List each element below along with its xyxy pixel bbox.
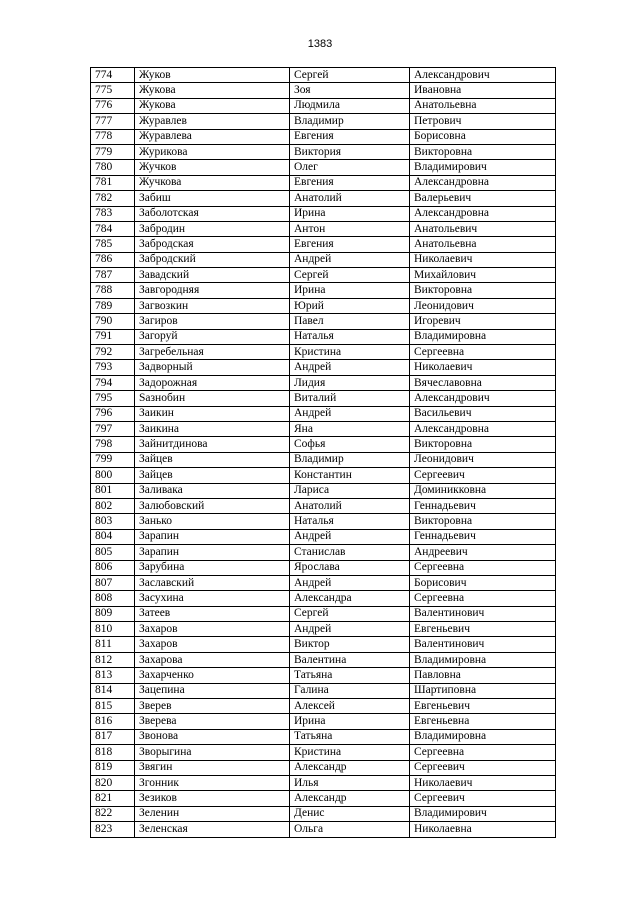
patronymic-cell: Валерьевич [410, 191, 556, 206]
table-row [91, 314, 556, 329]
first-name-cell: Андрей [290, 575, 410, 590]
first-name-cell: Татьяна [290, 729, 410, 744]
row-number-cell: 795 [91, 391, 135, 406]
patronymic-cell: Николаевна [410, 822, 556, 837]
table-row [91, 529, 556, 544]
row-number-cell: 783 [91, 206, 135, 221]
first-name-cell: Галина [290, 683, 410, 698]
patronymic-cell: Александровна [410, 206, 556, 221]
row-number-cell: 798 [91, 437, 135, 452]
last-name-cell: Захаров [135, 637, 290, 652]
first-name-cell: Ярослава [290, 560, 410, 575]
patronymic-cell: Шартиповна [410, 683, 556, 698]
last-name-cell: Зарапин [135, 545, 290, 560]
last-name-cell: Загиров [135, 314, 290, 329]
row-number-cell: 815 [91, 699, 135, 714]
table-row [91, 498, 556, 513]
table-row [91, 575, 556, 590]
last-name-cell: Забродин [135, 221, 290, 236]
table-row [91, 298, 556, 313]
first-name-cell: Константин [290, 468, 410, 483]
patronymic-cell: Евгеньевна [410, 714, 556, 729]
first-name-cell: Валентина [290, 652, 410, 667]
row-number-cell: 814 [91, 683, 135, 698]
first-name-cell: Александр [290, 791, 410, 806]
first-name-cell: Лидия [290, 375, 410, 390]
first-name-cell: Виталий [290, 391, 410, 406]
row-number-cell: 822 [91, 806, 135, 821]
patronymic-cell: Владимирович [410, 160, 556, 175]
first-name-cell: Сергей [290, 606, 410, 621]
patronymic-cell: Евгеньевич [410, 622, 556, 637]
patronymic-cell: Васильевич [410, 406, 556, 421]
last-name-cell: Загвозкин [135, 298, 290, 313]
row-number-cell: 808 [91, 591, 135, 606]
first-name-cell: Ирина [290, 206, 410, 221]
last-name-cell: Зацепина [135, 683, 290, 698]
last-name-cell: Звягин [135, 760, 290, 775]
row-number-cell: 799 [91, 452, 135, 467]
patronymic-cell: Михайлович [410, 268, 556, 283]
patronymic-cell: Геннадьевич [410, 529, 556, 544]
patronymic-cell: Анатольевич [410, 221, 556, 236]
patronymic-cell: Андреевич [410, 545, 556, 560]
row-number-cell: 776 [91, 98, 135, 113]
row-number-cell: 791 [91, 329, 135, 344]
first-name-cell: Денис [290, 806, 410, 821]
last-name-cell: Зеленская [135, 822, 290, 837]
last-name-cell: Зворыгина [135, 745, 290, 760]
row-number-cell: 787 [91, 268, 135, 283]
patronymic-cell: Анатольевна [410, 237, 556, 252]
first-name-cell: Анатолий [290, 498, 410, 513]
table-row [91, 791, 556, 806]
patronymic-cell: Евгеньевич [410, 699, 556, 714]
table-row [91, 545, 556, 560]
last-name-cell: Зайцев [135, 468, 290, 483]
row-number-cell: 806 [91, 560, 135, 575]
last-name-cell: Забродский [135, 252, 290, 267]
table-row [91, 129, 556, 144]
last-name-cell: Заславский [135, 575, 290, 590]
last-name-cell: Зайнитдинова [135, 437, 290, 452]
patronymic-cell: Александрович [410, 68, 556, 83]
patronymic-cell: Павловна [410, 668, 556, 683]
row-number-cell: 775 [91, 83, 135, 98]
patronymic-cell: Николаевич [410, 252, 556, 267]
first-name-cell: Лариса [290, 483, 410, 498]
table-row [91, 637, 556, 652]
last-name-cell: Задворный [135, 360, 290, 375]
last-name-cell: Залюбовский [135, 498, 290, 513]
patronymic-cell: Викторовна [410, 283, 556, 298]
table-row [91, 622, 556, 637]
row-number-cell: 782 [91, 191, 135, 206]
first-name-cell: Олег [290, 160, 410, 175]
first-name-cell: Софья [290, 437, 410, 452]
patronymic-cell: Викторовна [410, 514, 556, 529]
last-name-cell: Жукова [135, 98, 290, 113]
last-name-cell: Жучкова [135, 175, 290, 190]
first-name-cell: Алексей [290, 699, 410, 714]
last-name-cell: Журикова [135, 144, 290, 159]
row-number-cell: 821 [91, 791, 135, 806]
last-name-cell: Зверев [135, 699, 290, 714]
row-number-cell: 788 [91, 283, 135, 298]
last-name-cell: Заикина [135, 421, 290, 436]
row-number-cell: 780 [91, 160, 135, 175]
last-name-cell: Зеленин [135, 806, 290, 821]
first-name-cell: Кристина [290, 745, 410, 760]
row-number-cell: 802 [91, 498, 135, 513]
table-row [91, 606, 556, 621]
first-name-cell: Анатолий [290, 191, 410, 206]
row-number-cell: 807 [91, 575, 135, 590]
table-row [91, 729, 556, 744]
row-number-cell: 794 [91, 375, 135, 390]
table-row [91, 114, 556, 129]
patronymic-cell: Борисович [410, 575, 556, 590]
last-name-cell: Захарченко [135, 668, 290, 683]
last-name-cell: Sазнобин [135, 391, 290, 406]
table-row [91, 699, 556, 714]
row-number-cell: 813 [91, 668, 135, 683]
table-row [91, 391, 556, 406]
table-row [91, 329, 556, 344]
first-name-cell: Евгения [290, 237, 410, 252]
row-number-cell: 790 [91, 314, 135, 329]
patronymic-cell: Сергеевич [410, 791, 556, 806]
patronymic-cell: Вячеславовна [410, 375, 556, 390]
row-number-cell: 812 [91, 652, 135, 667]
last-name-cell: Захаров [135, 622, 290, 637]
first-name-cell: Андрей [290, 622, 410, 637]
patronymic-cell: Александрович [410, 391, 556, 406]
first-name-cell: Яна [290, 421, 410, 436]
last-name-cell: Зарубина [135, 560, 290, 575]
table-row [91, 483, 556, 498]
row-number-cell: 777 [91, 114, 135, 129]
table-row [91, 668, 556, 683]
first-name-cell: Татьяна [290, 668, 410, 683]
table-row [91, 360, 556, 375]
table-row [91, 683, 556, 698]
patronymic-cell: Владимировна [410, 729, 556, 744]
table-row [91, 237, 556, 252]
last-name-cell: Засухина [135, 591, 290, 606]
first-name-cell: Ольга [290, 822, 410, 837]
row-number-cell: 796 [91, 406, 135, 421]
row-number-cell: 785 [91, 237, 135, 252]
row-number-cell: 810 [91, 622, 135, 637]
first-name-cell: Александр [290, 760, 410, 775]
patronymic-cell: Александровна [410, 175, 556, 190]
last-name-cell: Зарапин [135, 529, 290, 544]
table-row [91, 160, 556, 175]
row-number-cell: 779 [91, 144, 135, 159]
last-name-cell: Загоруй [135, 329, 290, 344]
last-name-cell: Заболотская [135, 206, 290, 221]
first-name-cell: Павел [290, 314, 410, 329]
first-name-cell: Илья [290, 775, 410, 790]
patronymic-cell: Петрович [410, 114, 556, 129]
row-number-cell: 786 [91, 252, 135, 267]
last-name-cell: Звонова [135, 729, 290, 744]
row-number-cell: 797 [91, 421, 135, 436]
table-row [91, 283, 556, 298]
patronymic-cell: Доминикковна [410, 483, 556, 498]
row-number-cell: 784 [91, 221, 135, 236]
row-number-cell: 818 [91, 745, 135, 760]
last-name-cell: Зезиков [135, 791, 290, 806]
patronymic-cell: Леонидович [410, 452, 556, 467]
last-name-cell: Загребельная [135, 345, 290, 360]
table-row [91, 437, 556, 452]
row-number-cell: 816 [91, 714, 135, 729]
first-name-cell: Евгения [290, 129, 410, 144]
table-row [91, 206, 556, 221]
name-list-table [90, 67, 556, 838]
first-name-cell: Зоя [290, 83, 410, 98]
table-row [91, 175, 556, 190]
table-row [91, 822, 556, 837]
last-name-cell: Завадский [135, 268, 290, 283]
table-row [91, 98, 556, 113]
last-name-cell: Заикин [135, 406, 290, 421]
patronymic-cell: Викторовна [410, 144, 556, 159]
last-name-cell: Зверева [135, 714, 290, 729]
first-name-cell: Людмила [290, 98, 410, 113]
row-number-cell: 801 [91, 483, 135, 498]
last-name-cell: Згонник [135, 775, 290, 790]
patronymic-cell: Борисовна [410, 129, 556, 144]
table-row [91, 345, 556, 360]
last-name-cell: Журавлева [135, 129, 290, 144]
first-name-cell: Виктор [290, 637, 410, 652]
patronymic-cell: Владимирович [410, 806, 556, 821]
patronymic-cell: Владимировна [410, 329, 556, 344]
table-body [91, 68, 556, 838]
table-row [91, 375, 556, 390]
first-name-cell: Станислав [290, 545, 410, 560]
first-name-cell: Ирина [290, 714, 410, 729]
patronymic-cell: Ивановна [410, 83, 556, 98]
table-row [91, 514, 556, 529]
row-number-cell: 781 [91, 175, 135, 190]
patronymic-cell: Валентинович [410, 606, 556, 621]
table-row [91, 452, 556, 467]
last-name-cell: Забиш [135, 191, 290, 206]
row-number-cell: 817 [91, 729, 135, 744]
row-number-cell: 774 [91, 68, 135, 83]
last-name-cell: Завгородняя [135, 283, 290, 298]
last-name-cell: Захарова [135, 652, 290, 667]
patronymic-cell: Сергеевич [410, 468, 556, 483]
last-name-cell: Жуков [135, 68, 290, 83]
patronymic-cell: Александровна [410, 421, 556, 436]
table-row [91, 268, 556, 283]
row-number-cell: 819 [91, 760, 135, 775]
table-row [91, 775, 556, 790]
patronymic-cell: Сергеевна [410, 560, 556, 575]
patronymic-cell: Сергеевич [410, 760, 556, 775]
first-name-cell: Юрий [290, 298, 410, 313]
table-row [91, 560, 556, 575]
table-row [91, 806, 556, 821]
last-name-cell: Зайцев [135, 452, 290, 467]
first-name-cell: Наталья [290, 329, 410, 344]
table-row [91, 714, 556, 729]
page-number: 1383 [307, 38, 333, 50]
table-row [91, 83, 556, 98]
row-number-cell: 811 [91, 637, 135, 652]
table-row [91, 591, 556, 606]
last-name-cell: Задорожная [135, 375, 290, 390]
table-row [91, 652, 556, 667]
patronymic-cell: Сергеевна [410, 345, 556, 360]
table-row [91, 144, 556, 159]
row-number-cell: 823 [91, 822, 135, 837]
table-row [91, 68, 556, 83]
row-number-cell: 792 [91, 345, 135, 360]
first-name-cell: Кристина [290, 345, 410, 360]
row-number-cell: 789 [91, 298, 135, 313]
patronymic-cell: Николаевич [410, 775, 556, 790]
row-number-cell: 809 [91, 606, 135, 621]
row-number-cell: 778 [91, 129, 135, 144]
patronymic-cell: Леонидович [410, 298, 556, 313]
first-name-cell: Евгения [290, 175, 410, 190]
first-name-cell: Андрей [290, 252, 410, 267]
first-name-cell: Владимир [290, 452, 410, 467]
first-name-cell: Сергей [290, 268, 410, 283]
patronymic-cell: Игоревич [410, 314, 556, 329]
table-row [91, 191, 556, 206]
first-name-cell: Владимир [290, 114, 410, 129]
last-name-cell: Заливака [135, 483, 290, 498]
first-name-cell: Антон [290, 221, 410, 236]
patronymic-cell: Валентинович [410, 637, 556, 652]
row-number-cell: 803 [91, 514, 135, 529]
row-number-cell: 800 [91, 468, 135, 483]
table-row [91, 760, 556, 775]
table-row [91, 421, 556, 436]
table-row [91, 745, 556, 760]
first-name-cell: Виктория [290, 144, 410, 159]
patronymic-cell: Сергеевна [410, 745, 556, 760]
table-row [91, 221, 556, 236]
first-name-cell: Андрей [290, 360, 410, 375]
last-name-cell: Занько [135, 514, 290, 529]
first-name-cell: Андрей [290, 406, 410, 421]
table-row [91, 406, 556, 421]
row-number-cell: 820 [91, 775, 135, 790]
table-row [91, 468, 556, 483]
last-name-cell: Журавлев [135, 114, 290, 129]
last-name-cell: Жукова [135, 83, 290, 98]
first-name-cell: Ирина [290, 283, 410, 298]
first-name-cell: Александра [290, 591, 410, 606]
row-number-cell: 804 [91, 529, 135, 544]
last-name-cell: Жучков [135, 160, 290, 175]
first-name-cell: Сергей [290, 68, 410, 83]
row-number-cell: 805 [91, 545, 135, 560]
patronymic-cell: Владимировна [410, 652, 556, 667]
patronymic-cell: Анатольевна [410, 98, 556, 113]
last-name-cell: Затеев [135, 606, 290, 621]
first-name-cell: Наталья [290, 514, 410, 529]
patronymic-cell: Николаевич [410, 360, 556, 375]
patronymic-cell: Викторовна [410, 437, 556, 452]
patronymic-cell: Геннадьевич [410, 498, 556, 513]
first-name-cell: Андрей [290, 529, 410, 544]
last-name-cell: Забродская [135, 237, 290, 252]
table-row [91, 252, 556, 267]
row-number-cell: 793 [91, 360, 135, 375]
patronymic-cell: Сергеевна [410, 591, 556, 606]
